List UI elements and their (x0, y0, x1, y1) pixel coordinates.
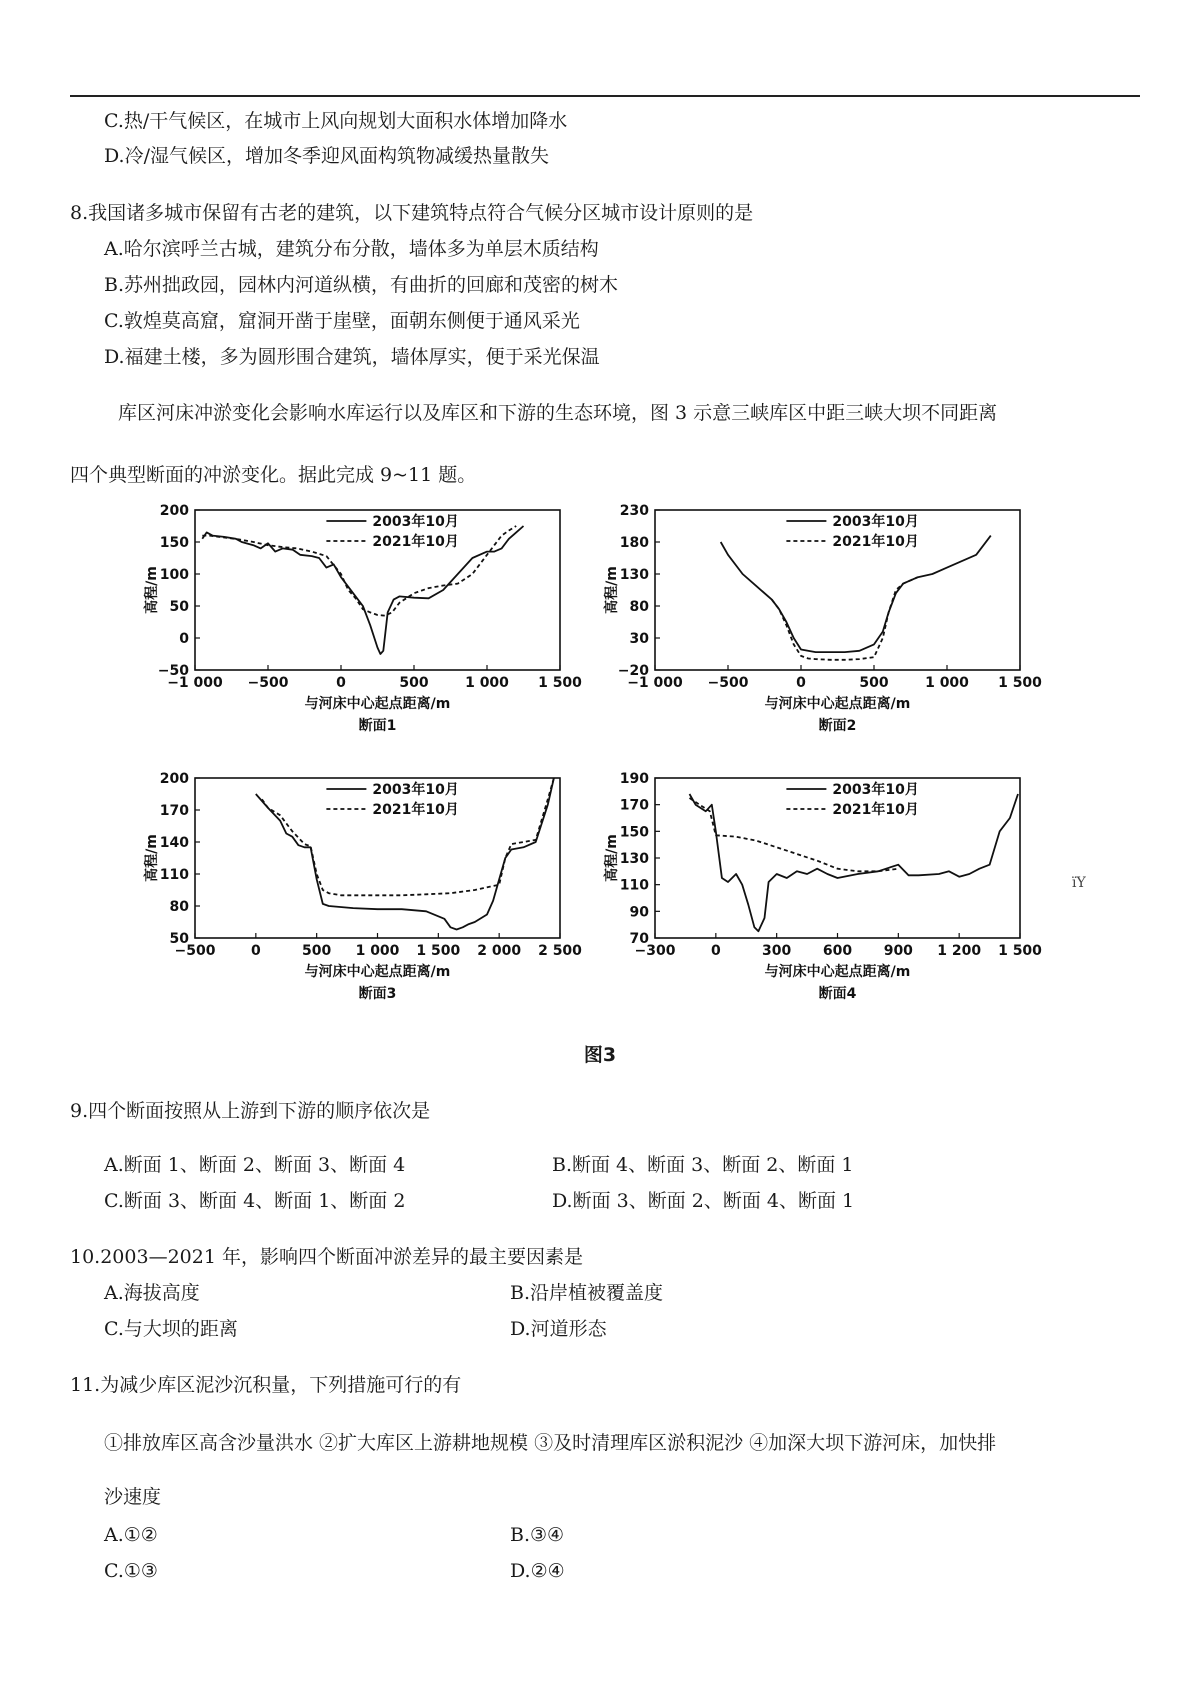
series-line-2021 (772, 577, 918, 660)
x-tick-label: 2 000 (477, 943, 522, 959)
legend-label-2021: 2021年10月 (832, 534, 919, 550)
chart-title: 断面1 (358, 718, 397, 734)
figure-caption: 图3 (583, 1044, 617, 1066)
legend-label-2021: 2021年10月 (832, 802, 919, 818)
passage-line-2: 四个典型断面的冲淤变化。据此完成 9~11 题。 (70, 464, 477, 486)
x-tick-label: 300 (762, 943, 792, 959)
x-tick-label: 1 500 (998, 675, 1042, 691)
chart-svg (600, 500, 1050, 765)
q7-option-d: D.冷/湿气候区，增加冬季迎风面构筑物减缓热量散失 (104, 145, 549, 167)
y-tick-label: 110 (619, 877, 649, 894)
chart-title: 断面3 (358, 986, 397, 1002)
y-tick-label: 110 (159, 867, 189, 883)
x-tick-label: 0 (336, 675, 346, 691)
q11-option-b: B.③④ (510, 1524, 565, 1546)
y-tick-label: 80 (629, 599, 649, 615)
chart-title: 断面2 (818, 718, 857, 734)
series-line-2003 (256, 778, 554, 930)
y-tick-label: 50 (169, 599, 189, 615)
y-tick-label: 50 (169, 931, 189, 947)
x-tick-label: −500 (174, 943, 216, 959)
x-tick-label: 1 000 (355, 943, 400, 959)
q10-option-c: C.与大坝的距离 (104, 1318, 238, 1340)
x-axis-label: 与河床中心起点距离/m (764, 696, 911, 712)
chart-section-3 (140, 768, 590, 1033)
y-tick-label: 90 (629, 904, 649, 921)
x-tick-label: 500 (302, 943, 332, 959)
y-tick-label: −50 (157, 663, 189, 679)
x-tick-label: 600 (822, 943, 853, 959)
q8-option-c: C.敦煌莫高窟，窟洞开凿于崖壁，面朝东侧便于通风采光 (104, 310, 580, 332)
q9-option-c: C.断面 3、断面 4、断面 1、断面 2 (104, 1190, 406, 1212)
y-tick-label: 200 (159, 771, 189, 787)
legend-label-2003: 2003年10月 (372, 782, 459, 798)
legend-label-2003: 2003年10月 (832, 782, 919, 798)
q8-option-b: B.苏州拙政园，园林内河道纵横，有曲折的回廊和茂密的树木 (104, 274, 619, 296)
y-tick-label: 150 (619, 824, 649, 841)
y-tick-label: 140 (159, 835, 189, 851)
x-axis-label: 与河床中心起点距离/m (764, 964, 911, 980)
x-tick-label: 1 500 (416, 943, 461, 959)
q11-option-c: C.①③ (104, 1560, 158, 1582)
x-tick-label: −500 (707, 675, 749, 691)
x-tick-label: 1 500 (538, 675, 582, 691)
y-axis-label: 高程/m (604, 834, 620, 882)
y-tick-label: 0 (179, 631, 189, 647)
chart-section-2 (600, 500, 1050, 765)
x-tick-label: 2 500 (538, 943, 582, 959)
y-tick-label: −20 (617, 663, 649, 679)
q11-option-a: A.①② (104, 1524, 158, 1546)
y-tick-label: 70 (629, 931, 649, 947)
y-tick-label: 180 (619, 535, 649, 551)
legend-label-2003: 2003年10月 (832, 514, 919, 530)
y-tick-label: 190 (619, 771, 649, 787)
q9-option-d: D.断面 3、断面 2、断面 4、断面 1 (552, 1190, 855, 1212)
q8-stem: 8.我国诸多城市保留有古老的建筑，以下建筑特点符合气候分区城市设计原则的是 (70, 202, 754, 224)
x-tick-label: 500 (399, 675, 429, 691)
x-tick-label: −300 (634, 943, 676, 959)
y-tick-label: 170 (619, 797, 649, 814)
y-axis-label: 高程/m (144, 834, 160, 882)
passage-line-1: 库区河床冲淤变化会影响水库运行以及库区和下游的生态环境，图 3 示意三峡库区中距三峡大坝不同距离 (118, 402, 998, 424)
chart-section-1 (140, 500, 590, 765)
q11-measures-line-2: 沙速度 (104, 1486, 162, 1508)
q8-option-d: D.福建土楼，多为圆形围合建筑，墙体厚实，便于采光保温 (104, 346, 600, 368)
x-axis-label: 与河床中心起点距离/m (304, 696, 451, 712)
chart-section-4 (600, 768, 1050, 1033)
y-tick-label: 130 (619, 567, 649, 583)
chart-svg (140, 768, 590, 1033)
y-tick-label: 230 (619, 503, 649, 519)
q11-option-d: D.②④ (510, 1560, 565, 1582)
q10-stem: 10.2003—2021 年，影响四个断面冲淤差异的最主要因素是 (70, 1246, 583, 1268)
series-line-2021 (202, 526, 516, 616)
y-tick-label: 170 (159, 803, 189, 819)
x-tick-label: 1 000 (465, 675, 509, 691)
q9-option-b: B.断面 4、断面 3、断面 2、断面 1 (552, 1154, 854, 1176)
stray-margin-mark: ïY (1072, 875, 1086, 891)
x-tick-label: 1 500 (998, 943, 1042, 959)
x-tick-label: 0 (250, 943, 261, 959)
x-tick-label: 0 (796, 675, 806, 691)
top-rule (70, 95, 1140, 97)
y-tick-label: 150 (159, 535, 189, 551)
y-tick-label: 100 (159, 567, 189, 583)
q7-option-c: C.热/干气候区，在城市上风向规划大面积水体增加降水 (104, 110, 568, 132)
q11-stem: 11.为减少库区泥沙沉积量，下列措施可行的有 (70, 1374, 462, 1396)
x-tick-label: 0 (710, 943, 721, 959)
x-tick-label: 500 (859, 675, 889, 691)
x-tick-label: −1 000 (167, 675, 223, 691)
chart-svg (140, 500, 590, 765)
q8-option-a: A.哈尔滨呼兰古城，建筑分布分散，墙体多为单层木质结构 (104, 238, 599, 260)
series-line-2003 (721, 536, 991, 653)
legend-label-2021: 2021年10月 (372, 802, 459, 818)
q10-option-a: A.海拔高度 (104, 1282, 200, 1304)
series-line-2003 (202, 526, 523, 654)
q10-option-b: B.沿岸植被覆盖度 (510, 1282, 664, 1304)
y-tick-label: 200 (159, 503, 189, 519)
y-tick-label: 130 (619, 851, 649, 867)
x-tick-label: 900 (883, 943, 913, 959)
y-tick-label: 30 (629, 631, 649, 647)
q10-option-d: D.河道形态 (510, 1318, 607, 1340)
q9-stem: 9.四个断面按照从上游到下游的顺序依次是 (70, 1100, 431, 1122)
y-tick-label: 80 (169, 899, 189, 915)
q11-measures-line-1: ①排放库区高含沙量洪水 ②扩大库区上游耕地规模 ③及时清理库区淤积泥沙 ④加深大坝下游河床，加快排 (104, 1432, 997, 1454)
x-axis-label: 与河床中心起点距离/m (304, 964, 451, 980)
chart-svg (600, 768, 1050, 1033)
x-tick-label: 1 000 (925, 675, 969, 691)
q9-option-a: A.断面 1、断面 2、断面 3、断面 4 (104, 1154, 406, 1176)
chart-title: 断面4 (818, 986, 857, 1002)
y-axis-label: 高程/m (604, 566, 620, 614)
legend-label-2021: 2021年10月 (372, 534, 459, 550)
legend-label-2003: 2003年10月 (372, 514, 459, 530)
x-tick-label: −500 (247, 675, 289, 691)
x-tick-label: 1 200 (937, 943, 982, 959)
y-axis-label: 高程/m (144, 566, 160, 614)
x-tick-label: −1 000 (627, 675, 683, 691)
